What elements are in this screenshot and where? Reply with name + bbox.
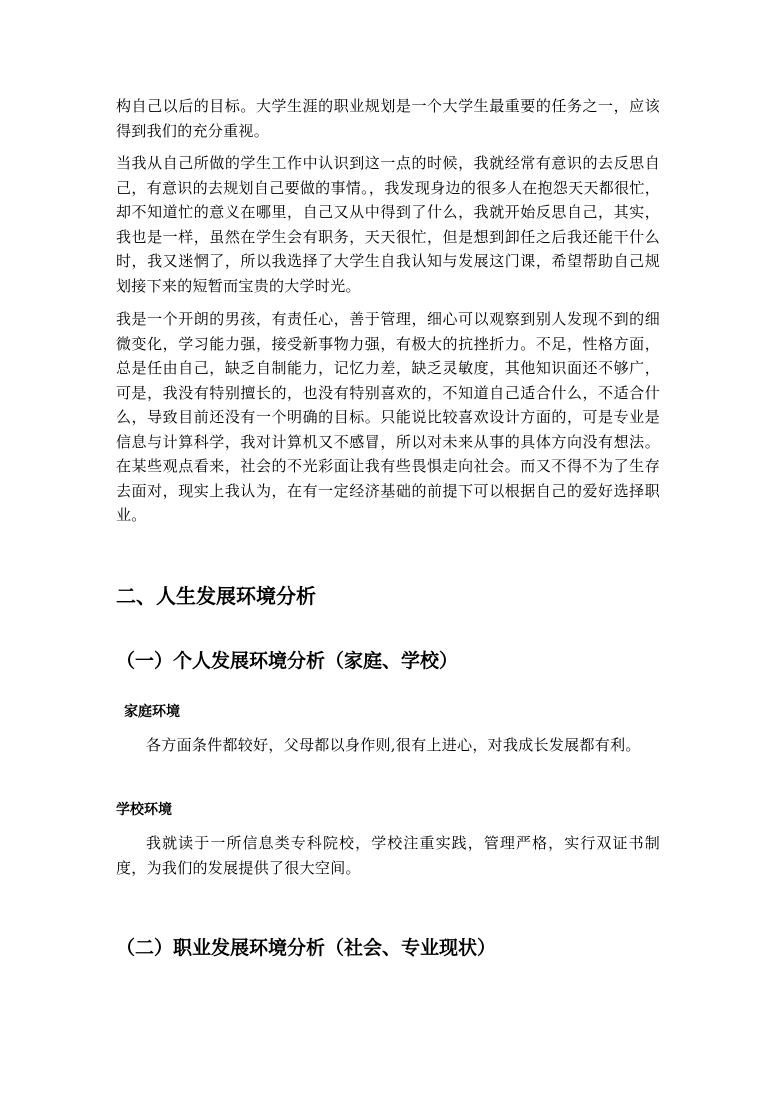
paragraph-self-reflection: 当我从自己所做的学生工作中认识到这一点的时候，我就经常有意识的去反思自己，有意识的去规划自己要做的事情。，我发现身边的很多人在抱怨天天都很忙，却不知道忙的意义在哪里，自己又从中得到了什么，我就开始反思自己，其实，我也是一样，虽然在学生会有职务，天天很忙，但是想到卸任之后我还能干什么时，我又迷惘了，所以我选择了大学生自我认知与发展这门课，希望帮助自己规划接下来的短暂而宝贵的大学时光。 — [116, 154, 660, 295]
subheading-career-environment: （二）职业发展环境分析（社会、专业现状） — [116, 937, 497, 959]
heading-family-environment: 家庭环境 — [124, 704, 180, 720]
subheading-personal-environment: （一）个人发展环境分析（家庭、学校） — [116, 650, 459, 672]
paragraph-family-environment: 各方面条件都较好，父母都以身作则,很有上进心，对我成长发展都有利。 — [146, 736, 641, 754]
paragraph-school-environment: 我就读于一所信息类专科院校，学校注重实践，管理严格，实行双证书制度，为我们的发展提供了很大空间。 — [116, 834, 660, 877]
paragraph-career-goal: 构自己以后的目标。大学生涯的职业规划是一个大学生最重要的任务之一，应该得到我们的充分重视。 — [116, 97, 660, 140]
heading-school-environment: 学校环境 — [116, 802, 172, 818]
section-heading-environment-analysis: 二、人生发展环境分析 — [116, 584, 316, 608]
paragraph-self-assessment: 我是一个开朗的男孩，有责任心，善于管理，细心可以观察到别人发现不到的细微变化，学习能力强，接受新事物力强，有极大的抗挫折力。不足，性格方面，总是任由自己，缺乏自制能力，记忆力差，缺乏灵敏度，其他知识面还不够广，可是，我没有特别擅长的，也没有特别喜欢的，不知道自己适合什么，不适合什么，导致目前还没有一个明确的目标。只能说比较喜欢设计方面的，可是专业是信息与计算科学，我对计算机又不感冒，所以对未来从事的具体方向没有想法。在某些观点看来，社会的不光彩面让我有些畏惧走向社会。而又不得不为了生存去面对，现实上我认为，在有一定经济基础的前提下可以根据自己的爱好选择职业。 — [116, 310, 660, 524]
